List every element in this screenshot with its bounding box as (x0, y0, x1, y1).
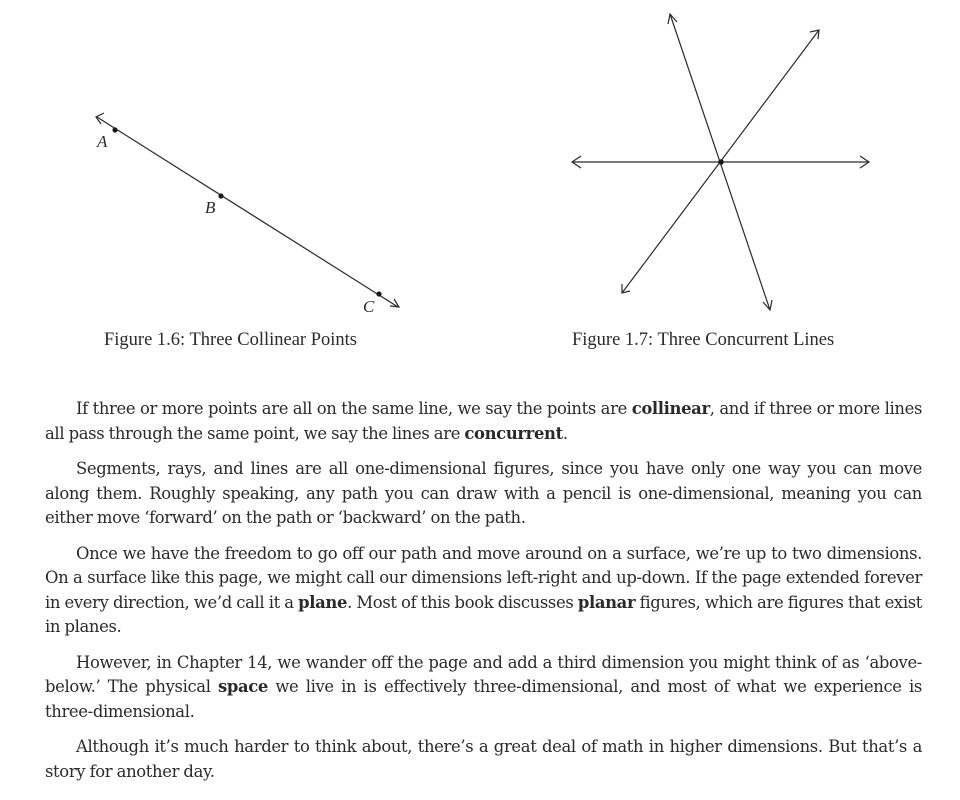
text-run: Although it’s much harder to think about, there’s a great deal of math in higher dimensions. But that’s a story for another day. (45, 737, 922, 781)
text-run: However, in Chapter 14, we wander off the page and add a third dimension you might think of as ‘above-below.’ The physical (45, 652, 922, 696)
point-c-label: C (363, 297, 375, 316)
text-run: we live in is effectively three-dimensional, and most of what we experience is three-dimensional. (45, 677, 922, 721)
figure-caption-concurrent: Figure 1.7: Three Concurrent Lines (572, 330, 835, 350)
point-a-label: A (97, 132, 108, 151)
paragraph (45, 651, 922, 725)
text-run: If three or more points are all on the same line, we say the points are (76, 399, 632, 418)
text-run: . (562, 423, 568, 443)
bold-term: planar (577, 592, 636, 612)
concurrency-point (718, 159, 724, 165)
bold-term: collinear (631, 399, 710, 418)
text-run: . Most of this book discusses (347, 592, 578, 612)
paragraph (45, 735, 922, 784)
paragraph (45, 457, 922, 531)
body-text (45, 397, 922, 795)
text-run: Segments, rays, and lines are all one-dimensional figures, since you have only one way you can move along them. Roughly speaking, any path you can draw with a pencil is one-dimensional, meaning you can either move ‘forward’ on the path or ‘backward’ on the path. (45, 459, 922, 527)
text-run: Once we have the freedom to go off our path and move around on a surface, we’re up to two dimensions. On a surface like this page, we might call our dimensions left-right and up-down. If the page extended forever in every direction, we’d call it a (45, 543, 922, 612)
bold-term: plane (298, 592, 348, 612)
paragraph (45, 542, 922, 640)
point-c (376, 291, 381, 296)
paragraph (45, 397, 922, 446)
point-a (112, 127, 117, 132)
text-run: , and if three or more lines all pass through the same point, we say the lines are (45, 399, 923, 443)
point-b-label: B (205, 198, 216, 217)
point-b (218, 193, 223, 198)
bold-term: concurrent (464, 423, 563, 443)
text-run: figures, which are figures that exist in planes. (45, 592, 923, 636)
collinear-line (97, 117, 398, 307)
figure-concurrent-lines (560, 0, 880, 320)
figure-collinear-points (80, 100, 420, 325)
figure-caption-collinear: Figure 1.6: Three Collinear Points (104, 330, 357, 350)
bold-term: space (217, 677, 268, 696)
